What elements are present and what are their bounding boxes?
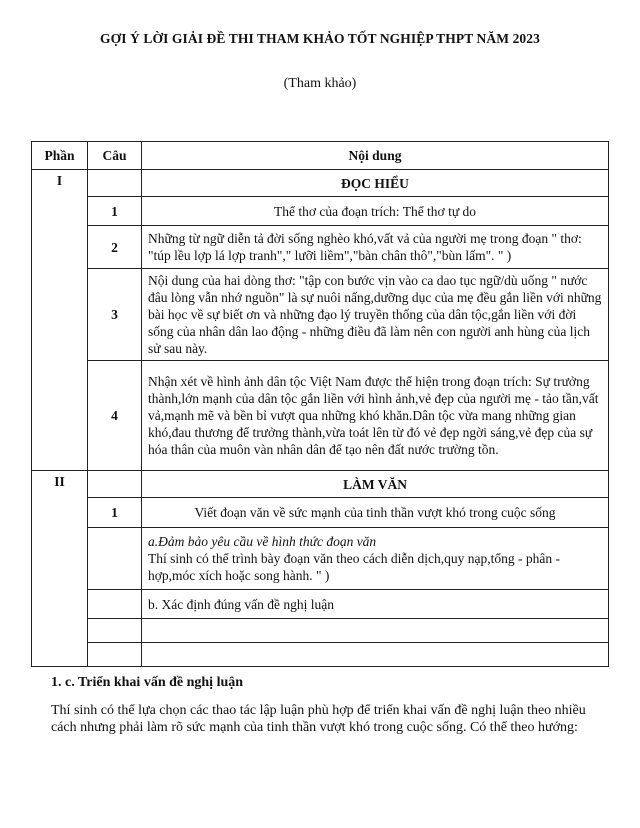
question-number: 2 (88, 226, 142, 269)
table-row (32, 361, 609, 471)
table-row (32, 498, 609, 528)
table-row (32, 528, 609, 590)
body-paragraph: Thí sinh có thể lựa chọn các thao tác lập luận phù hợp để triển khai vấn đề nghị luận theo nhiều cách nhưng phải làm rõ sức mạnh của tinh thần vượt khó trong cuộc sống. Có thể theo hướng: (51, 703, 586, 735)
answer-text (142, 619, 609, 643)
section-part-label: II (32, 471, 88, 667)
table-row (32, 269, 609, 361)
table-header-row (32, 142, 609, 170)
table-row (32, 197, 609, 226)
section-title: LÀM VĂN (142, 471, 609, 498)
section-title: ĐỌC HIỂU (142, 170, 609, 197)
table-row (32, 643, 609, 667)
question-number (88, 590, 142, 619)
answer-text: b. Xác định đúng vấn đề nghị luận (142, 590, 609, 619)
document-subtitle: (Tham khảo) (283, 76, 357, 91)
question-number: 3 (88, 269, 142, 361)
question-number (88, 528, 142, 590)
answer-text (142, 643, 609, 667)
header-question: Câu (88, 142, 142, 170)
section-title-row (32, 170, 609, 197)
answer-text: Viết đoạn văn về sức mạnh của tinh thần vượt khó trong cuộc sống (142, 498, 609, 528)
answer-text: Những từ ngữ diễn tả đời sống nghèo khó,vất vả của người mẹ trong đoạn " thơ: "túp lều lợp lá lợp tranh"," lưỡi liềm","bàn chân thô","bùn lấm". " ) (142, 226, 609, 269)
section-heading: 1. c. Triển khai vấn đề nghị luận (51, 675, 244, 690)
question-number: 1 (88, 498, 142, 528)
section-part-label: I (32, 170, 88, 471)
header-part: Phần (32, 142, 88, 170)
table-row (32, 226, 609, 269)
question-number (88, 619, 142, 643)
document-title: GỢI Ý LỜI GIẢI ĐỀ THI THAM KHẢO TỐT NGHIỆP THPT NĂM 2023 (100, 31, 540, 46)
table-row (32, 619, 609, 643)
answer-subheading: a.Đảm bảo yêu cầu về hình thức đoạn văn (148, 534, 377, 549)
answer-text: Nội dung của hai dòng thơ: "tập con bước vịn vào ca dao tục ngữ/dù uống " nước đâu lòng vẫn nhớ nguồn" là sự nuôi nấng,dưỡng dục của mẹ đều gắn liền với những bài học về sự biết ơn và những đạo lý truyền thống của dân tộc,gắn liền với đời sống của nhân dân lao động - những điều đã làm nên con người anh hùng của lịch sử sau này. (142, 269, 609, 361)
question-number: 4 (88, 361, 142, 471)
answer-text: Thể thơ của đoạn trích: Thể thơ tự do (142, 197, 609, 226)
table-row (32, 590, 609, 619)
question-number (88, 643, 142, 667)
question-number: 1 (88, 197, 142, 226)
section-title-row (32, 471, 609, 498)
answer-cell (142, 528, 609, 590)
answer-text: Nhận xét về hình ảnh dân tộc Việt Nam được thể hiện trong đoạn trích: Sự trưởng thành,lớn mạnh của dân tộc gắn liền với hình ảnh,vẻ đẹp của người mẹ - tảo tần,vất vả,mạnh mẽ và bền bỉ vượt qua những khó khăn.Dân tộc vừa mang những gian khó,đau thương để trưởng thành,vừa toát lên từ đó vẻ đẹp ngời sáng,vẻ đẹp của sự hóa thân của muôn vàn nhân dân để tạo nên đất nước trường tồn. (142, 361, 609, 471)
answer-table (31, 141, 609, 667)
answer-text: Thí sinh có thể trình bày đoạn văn theo cách diễn dịch,quy nạp,tổng - phân - hợp,móc xích hoặc song hành. " ) (148, 551, 561, 583)
header-content: Nội dung (142, 142, 609, 170)
